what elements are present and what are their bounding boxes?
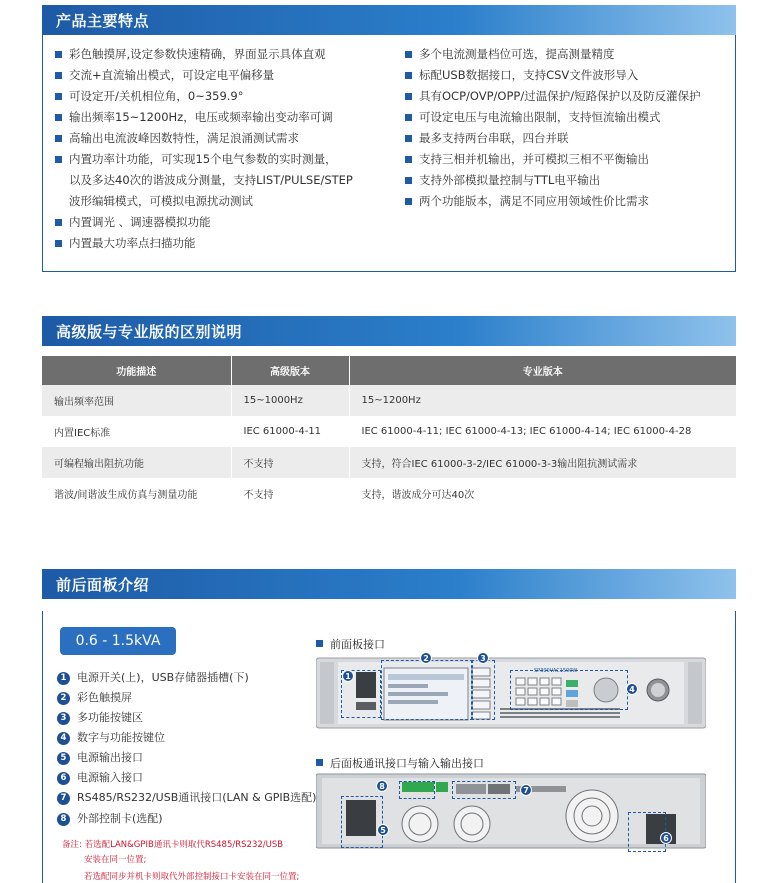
feature-item: 支持三相并机输出，并可模拟三相不平衡输出 [405,149,701,170]
bullet-icon [405,156,412,163]
feature-item: 内置功率计功能，可实现15个电气参数的实时测量， [55,149,353,170]
table-cell: 支持，符合IEC 61000-3-2/IEC 61000-3-3输出阻抗测试需求 [349,447,736,478]
feature-item: 交流+直流输出模式，可设定电平偏移量 [55,65,353,86]
table-cell: 支持，谐波成分可达40次 [349,478,736,509]
section-title: 产品主要特点 [56,12,150,30]
callout-badge: 4 [626,683,638,695]
table-header: 功能描述 [42,356,231,385]
bullet-icon [405,72,412,79]
feature-item: 内置调光 、调速器模拟功能 [55,212,353,233]
bullet-icon [55,51,62,58]
feature-item: 输出频率15~1200Hz，电压或频率输出变动率可调 [55,107,353,128]
table-cell: 15~1200Hz [349,385,736,416]
section-title: 高级版与专业版的区别说明 [56,323,243,341]
rear-panel-title: 后面板通讯接口与输入输出接口 [316,755,484,771]
callout-box-6 [628,812,666,852]
number-badge: 2 [57,692,70,705]
section-header-panels [42,569,736,599]
callout-box-7 [452,781,516,799]
bullet-icon [55,114,62,121]
feature-item-continued: 波形编辑模式，可模拟电源扰动测试 [69,194,253,208]
table-header-row [42,356,736,385]
bullet-icon [55,72,62,79]
number-badge: 8 [57,813,70,826]
feature-item: 标配USB数据接口，支持CSV文件波形导入 [405,65,701,86]
table-cell: 不支持 [231,447,349,478]
feature-item: 高输出电流波峰因数特性，满足浪涌测试需求 [55,128,353,149]
callout-box-8 [399,781,435,799]
table-header: 专业版本 [349,356,736,385]
feature-item: 支持外部模拟量控制与TTL电平输出 [405,170,701,191]
features-box [42,35,736,272]
feature-item: 可设定电压与电流输出限制，支持恒流输出模式 [405,107,701,128]
number-badge: 7 [57,792,70,805]
callout-badge: 5 [377,824,389,836]
number-badge: 1 [57,672,70,685]
feature-item: 内置最大功率点扫描功能 [55,233,353,254]
feature-item: 彩色触摸屏,设定参数快速精确，界面显示具体直观 [55,44,353,65]
feature-item: 两个功能版本，满足不同应用领域性价比需求 [405,191,701,212]
section-header-comparison [42,316,736,346]
table-cell: 输出频率范围 [42,385,231,416]
note-line: 备注: 若选配LAN&GPIB通讯卡则取代RS485/RS232/USB [62,840,284,850]
callout-badge: 8 [376,780,388,792]
features-left-column [55,44,353,254]
number-badge: 5 [57,752,70,765]
callout-box-4 [510,670,628,710]
feature-item: 可设定开/关机相位角，0~359.9° [55,86,353,107]
callout-badge: 7 [520,784,532,796]
table-header: 高级版本 [231,356,349,385]
bullet-icon [405,135,412,142]
number-badge: 6 [57,772,70,785]
callout-badge: 3 [477,652,489,664]
bullet-icon [55,135,62,142]
callout-badge: 6 [660,832,672,844]
table-cell: 可编程输出阻抗功能 [42,447,231,478]
callout-box-5 [341,796,383,848]
bullet-icon [55,93,62,100]
feature-item-continued: 以及多达40次的谐波成分测量，支持LIST/PULSE/STEP [69,173,353,187]
features-right-column [405,44,701,212]
section-header-features [42,5,736,35]
legend-item: 1 电源开关(上)，USB存储器插槽(下) [57,670,249,686]
legend-item: 6 电源输入接口 [57,770,143,786]
legend-item: 3 多功能按键区 [57,710,143,726]
table-cell: IEC 61000-4-11 [231,416,349,447]
note-line: 若选配同步并机卡则取代外部控制接口卡安装在同一位置; [84,872,300,882]
bullet-icon [405,93,412,100]
table-cell: 内置IEC标准 [42,416,231,447]
callout-badge: 2 [420,652,432,664]
bullet-icon [405,177,412,184]
legend-item: 4 数字与功能按键位 [57,730,165,746]
bullet-icon [405,114,412,121]
table-row [42,478,736,509]
bullet-icon [316,640,323,647]
bullet-icon [405,51,412,58]
callout-badge: 1 [342,670,354,682]
number-badge: 3 [57,712,70,725]
table-cell: IEC 61000-4-11; IEC 61000-4-13; IEC 61000-4-14; IEC 61000-4-28 [349,416,736,447]
device-model-label: SP300VAC1500W [534,668,578,674]
legend-item: 7 RS485/RS232/USB通讯接口(LAN & GPIB选配) [57,790,316,806]
callout-box-2 [381,660,473,720]
legend-item: 2 彩色触摸屏 [57,690,132,706]
bullet-icon [405,198,412,205]
callout-box-3 [471,660,495,720]
table-cell: 谐波/间谐波生成仿真与测量功能 [42,478,231,509]
note-line: 安装在同一位置; [84,855,147,865]
legend-item: 5 电源输出接口 [57,750,143,766]
comparison-table [42,356,736,509]
table-row [42,385,736,416]
feature-item: 最多支持两台串联，四台并联 [405,128,701,149]
bullet-icon [55,240,62,247]
number-badge: 4 [57,732,70,745]
table-row [42,416,736,447]
bullet-icon [316,759,323,766]
section-title: 前后面板介绍 [56,576,150,594]
table-row [42,447,736,478]
table-cell: 15~1000Hz [231,385,349,416]
feature-item: 多个电流测量档位可选，提高测量精度 [405,44,701,65]
legend-item: 8 外部控制卡(选配) [57,811,163,827]
feature-item: 具有OCP/OVP/OPP/过温保护/短路保护以及防反灌保护 [405,86,701,107]
model-badge: 0.6 - 1.5kVA [60,627,176,655]
table-cell: 不支持 [231,478,349,509]
bullet-icon [55,219,62,226]
bullet-icon [55,156,62,163]
front-panel-title: 前面板接口 [316,636,385,652]
